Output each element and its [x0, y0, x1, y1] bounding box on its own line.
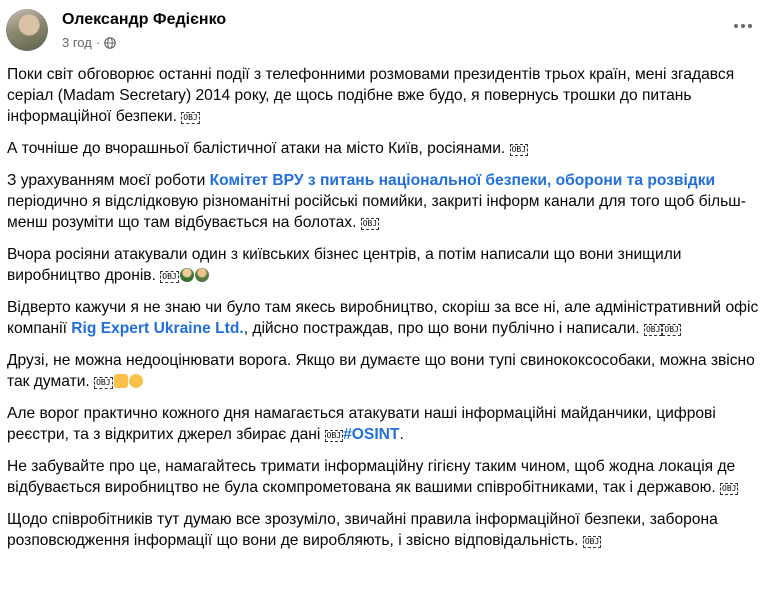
man-emoji [195, 268, 209, 282]
post-paragraph [7, 64, 763, 127]
paragraph-text: Щодо співробітників тут думаю все зрозуміло, звичайні правила інформаційної безпеки, заборона розповсюдження інформації що вони де виробляють, і звісно відповідальність. [7, 511, 718, 549]
paragraph-text: Поки світ обговорює останні події з телефонними розмовами президентів трьох країн, мені згадався серіал (Madam Secretary) 2014 року, де щось подібне вже будо, я повернусь трошки до питань інформаційної безпеки. [7, 66, 735, 125]
paragraph-text: Не забувайте про це, намагайтесь тримати інформаційну гігієну таким чином, щоб жодна локація де відбувається виробництво не була скомпрометована як вашими співробітниками, так і державою. [7, 458, 736, 496]
post-paragraph [7, 170, 763, 233]
obj-placeholder-icon: OBJ [162, 272, 177, 281]
clap-emoji [129, 374, 143, 388]
author-avatar[interactable] [6, 9, 48, 51]
post-header [0, 0, 767, 62]
paragraph-text: періодично я відслідковую різноманітні російські помийки, закриті інформ канали для того щоб більш-менш розуміти що там відбувається на болотах. [7, 193, 746, 231]
post-paragraph [7, 244, 763, 286]
post-paragraph [7, 138, 763, 159]
obj-placeholder-icon: OBJ [362, 219, 378, 228]
paragraph-text: Але ворог практично кожного дня намагається атакувати наші інформаційні майданчики, цифрові реєстри, та з відкритих джерел збирає дані [7, 405, 716, 443]
obj-placeholder-icon: OBJ [96, 378, 111, 387]
paragraph-text: А точніше до вчорашньої балістичної атаки на місто Київ, росіянами. [7, 140, 510, 157]
post-paragraph [7, 456, 763, 498]
paragraph-text: Вчора росіяни атакували один з київських бізнес центрів, а потім написали що вони знищили виробництво дронів. [7, 246, 682, 284]
paragraph-text: . [399, 426, 404, 443]
obj-placeholder-icon: OBJ [645, 325, 661, 334]
thumbs-up-emoji [114, 374, 128, 388]
obj-placeholder-icon: OBJ [183, 113, 198, 122]
post-paragraph [7, 403, 763, 445]
post-meta [62, 35, 116, 50]
obj-placeholder-icon: OBJ [584, 537, 600, 546]
mention-link[interactable]: #OSINT [343, 426, 400, 443]
post-paragraph [7, 509, 763, 551]
meta-separator: · [95, 35, 101, 50]
paragraph-text: Відверто кажучи я не знаю чи було там якесь виробництво, скоріш за все ні, але адміністративний офіс компанії [7, 299, 759, 337]
post-time[interactable]: 3 год [62, 35, 92, 50]
post-paragraph [7, 350, 763, 392]
paragraph-text: Друзі, не можна недооцінювати ворога. Якщо ви думаєте що вони тупі свинококсособаки, можна звісно так думати. [7, 352, 755, 390]
farmer-emoji [180, 268, 194, 282]
obj-placeholder-icon: OBJ [326, 431, 342, 440]
obj-placeholder-icon: OBJ [664, 325, 679, 334]
mention-link[interactable]: Rig Expert Ukraine Ltd. [71, 320, 244, 337]
mention-link[interactable]: Комітет ВРУ з питань національної безпеки, оборони та розвідки [209, 172, 716, 189]
paragraph-text: З урахуванням моєї роботи [7, 172, 210, 189]
obj-placeholder-icon: OBJ [511, 145, 527, 154]
more-horizontal-icon[interactable] [731, 14, 755, 38]
post-body [7, 64, 763, 562]
author-name[interactable]: Олександр Федієнко [62, 11, 227, 28]
paragraph-text: , дійсно постраждав, про що вони публічно і написали. [243, 320, 644, 337]
globe-icon[interactable] [104, 37, 116, 49]
obj-placeholder-icon: OBJ [722, 484, 737, 493]
post-paragraph [7, 297, 763, 339]
